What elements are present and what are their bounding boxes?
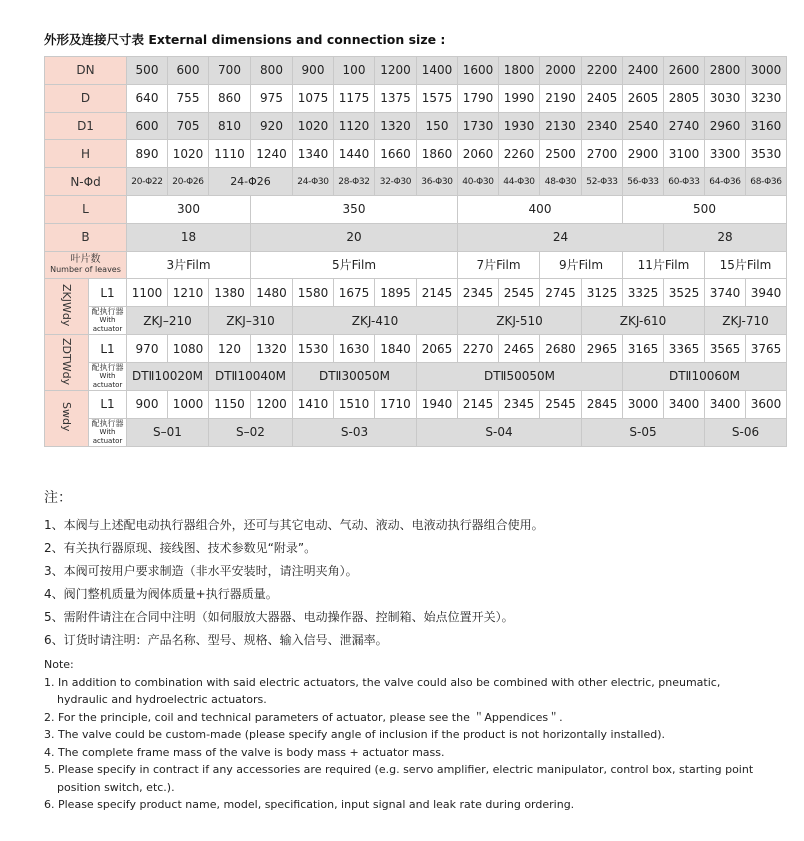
row-label: B — [45, 223, 127, 251]
row-d1 — [45, 112, 787, 140]
table-cell: 600 — [127, 112, 168, 140]
notes-cn-heading: 注： — [44, 490, 72, 506]
table-cell: 1000 — [168, 390, 209, 418]
table-cell: 3530 — [746, 140, 787, 168]
table-cell: 1480 — [251, 279, 293, 307]
note-cn-line: 5、需附件请注在合同中注明（如伺服放大器器、电动操作器、控制箱、始点位置开关）。 — [44, 610, 514, 624]
row-zdt-actuator — [45, 362, 787, 390]
page-title: 外形及连接尺寸表 External dimensions and connection size : — [44, 32, 446, 47]
table-cell: 1600 — [458, 57, 499, 85]
table-cell: 1175 — [334, 84, 375, 112]
table-cell: 2400 — [623, 57, 664, 85]
table-cell: 3400 — [664, 390, 705, 418]
table-cell: ZKJ-510 — [458, 307, 582, 335]
table-cell: 24-Φ26 — [209, 168, 293, 196]
table-cell: 1075 — [293, 84, 334, 112]
table-cell: 44-Φ30 — [499, 168, 540, 196]
table-cell: 1930 — [499, 112, 540, 140]
table-cell: 24-Φ30 — [293, 168, 334, 196]
table-cell: DTⅡ10020M — [127, 362, 209, 390]
table-cell: DTⅡ10060M — [623, 362, 787, 390]
row-b — [45, 223, 787, 251]
group-label-zdtwdy: ZDTWdy — [45, 335, 89, 391]
table-cell: 3125 — [582, 279, 623, 307]
table-cell: 1240 — [251, 140, 293, 168]
table-cell: S-05 — [582, 418, 705, 446]
note-en-line: 4. The complete frame mass of the valve is body mass + actuator mass. — [44, 745, 445, 759]
table-cell: 2340 — [582, 112, 623, 140]
row-leaves — [45, 251, 787, 279]
table-cell: 36-Φ30 — [417, 168, 458, 196]
table-cell: 2740 — [664, 112, 705, 140]
row-label: L1 — [89, 390, 127, 418]
table-cell: 1200 — [375, 57, 417, 85]
table-cell: 2965 — [582, 335, 623, 363]
table-cell: 1080 — [168, 335, 209, 363]
table-cell: 755 — [168, 84, 209, 112]
table-cell: 2845 — [582, 390, 623, 418]
table-cell: 1840 — [375, 335, 417, 363]
table-cell: ZKJ–310 — [209, 307, 293, 335]
table-cell: 2605 — [623, 84, 664, 112]
actuator-label: 配执行器 With actuator — [89, 362, 127, 390]
table-cell: 2130 — [540, 112, 582, 140]
table-cell: 3片Film — [127, 251, 251, 279]
table-cell: 3165 — [623, 335, 664, 363]
table-cell: S–02 — [209, 418, 293, 446]
table-cell: 20 — [251, 223, 458, 251]
table-cell: 3300 — [705, 140, 746, 168]
table-cell: 3600 — [746, 390, 787, 418]
table-cell: 900 — [293, 57, 334, 85]
row-label: D — [45, 84, 127, 112]
row-label: H — [45, 140, 127, 168]
table-cell: ZKJ-410 — [293, 307, 458, 335]
row-zkj-actuator — [45, 307, 787, 335]
notes-english — [44, 656, 764, 814]
table-cell: 2145 — [458, 390, 499, 418]
table-cell: 500 — [127, 57, 168, 85]
table-cell: 3160 — [746, 112, 787, 140]
table-cell: S-06 — [705, 418, 787, 446]
table-cell: 68-Φ36 — [746, 168, 787, 196]
row-zdt-l1 — [45, 335, 787, 363]
table-cell: 300 — [127, 195, 251, 223]
actuator-label: 配执行器 With actuator — [89, 418, 127, 446]
table-cell: 3000 — [623, 390, 664, 418]
row-label: DN — [45, 57, 127, 85]
table-cell: 1790 — [458, 84, 499, 112]
table-cell: 1990 — [499, 84, 540, 112]
table-cell: 1440 — [334, 140, 375, 168]
table-cell: 1340 — [293, 140, 334, 168]
note-en-line: 2. For the principle, coil and technical parameters of actuator, please see the ＂Appendices＂. — [44, 710, 563, 724]
table-cell: 60-Φ33 — [664, 168, 705, 196]
table-cell: 1800 — [499, 57, 540, 85]
dimensions-table — [44, 56, 787, 447]
table-cell: ZKJ-710 — [705, 307, 787, 335]
table-cell: 1895 — [375, 279, 417, 307]
table-cell: 600 — [168, 57, 209, 85]
group-label-zkjwdy: ZKJWdy — [45, 279, 89, 335]
table-cell: S-04 — [417, 418, 582, 446]
row-s-l1 — [45, 390, 787, 418]
table-cell: 150 — [417, 112, 458, 140]
table-cell: 2545 — [540, 390, 582, 418]
note-cn-line: 6、订货时请注明：产品名称、型号、规格、输入信号、泄漏率。 — [44, 633, 388, 647]
table-cell: DTⅡ30050M — [293, 362, 417, 390]
table-cell: 810 — [209, 112, 251, 140]
table-cell: 40-Φ30 — [458, 168, 499, 196]
table-cell: 2060 — [458, 140, 499, 168]
note-en-line: 5. Please specify in contract if any accessories are required (e.g. servo amplifier, electric manipulator, control box, starting point position switch, etc.). — [44, 763, 754, 794]
table-cell: 3565 — [705, 335, 746, 363]
table-cell: 1120 — [334, 112, 375, 140]
table-cell: 860 — [209, 84, 251, 112]
table-cell: 640 — [127, 84, 168, 112]
note-cn-line: 4、阀门整机质量为阀体质量+执行器质量。 — [44, 587, 278, 601]
table-cell: 975 — [251, 84, 293, 112]
table-cell: 3325 — [623, 279, 664, 307]
table-cell: 2600 — [664, 57, 705, 85]
table-cell: 15片Film — [705, 251, 787, 279]
table-cell: 2900 — [623, 140, 664, 168]
table-cell: 1575 — [417, 84, 458, 112]
table-cell: 1410 — [293, 390, 334, 418]
table-cell: ZKJ-610 — [582, 307, 705, 335]
table-cell: 3940 — [746, 279, 787, 307]
row-zkj-l1 — [45, 279, 787, 307]
table-cell: 5片Film — [251, 251, 458, 279]
table-cell: S–01 — [127, 418, 209, 446]
row-dn — [45, 57, 787, 85]
table-cell: 2260 — [499, 140, 540, 168]
row-label: D1 — [45, 112, 127, 140]
table-cell: 18 — [127, 223, 251, 251]
table-cell: 20-Φ22 — [127, 168, 168, 196]
group-label-swdy: Swdy — [45, 390, 89, 446]
table-cell: 400 — [458, 195, 623, 223]
table-cell: 970 — [127, 335, 168, 363]
table-cell: 1940 — [417, 390, 458, 418]
table-cell: 11片Film — [623, 251, 705, 279]
table-cell: 1400 — [417, 57, 458, 85]
table-cell: 100 — [334, 57, 375, 85]
row-label: L — [45, 195, 127, 223]
table-cell: 2805 — [664, 84, 705, 112]
table-cell: 3525 — [664, 279, 705, 307]
table-cell: 2745 — [540, 279, 582, 307]
table-cell: 2680 — [540, 335, 582, 363]
table-cell: 3740 — [705, 279, 746, 307]
row-label: L1 — [89, 279, 127, 307]
row-d — [45, 84, 787, 112]
row-label: L1 — [89, 335, 127, 363]
table-cell: 2200 — [582, 57, 623, 85]
table-cell: 1200 — [251, 390, 293, 418]
table-cell: 920 — [251, 112, 293, 140]
row-n-d — [45, 168, 787, 196]
table-cell: 2190 — [540, 84, 582, 112]
table-cell: 1100 — [127, 279, 168, 307]
table-cell: 1630 — [334, 335, 375, 363]
table-cell: 2465 — [499, 335, 540, 363]
table-cell: 1380 — [209, 279, 251, 307]
table-cell: 3365 — [664, 335, 705, 363]
table-cell: 1110 — [209, 140, 251, 168]
table-cell: 20-Φ26 — [168, 168, 209, 196]
table-cell: 1320 — [251, 335, 293, 363]
table-cell: 2800 — [705, 57, 746, 85]
table-cell: 28 — [664, 223, 787, 251]
table-cell: 3230 — [746, 84, 787, 112]
table-cell: 350 — [251, 195, 458, 223]
table-cell: 500 — [623, 195, 787, 223]
table-cell: 1580 — [293, 279, 334, 307]
table-cell: S-03 — [293, 418, 417, 446]
table-cell: 2065 — [417, 335, 458, 363]
table-cell: 3100 — [664, 140, 705, 168]
table-cell: 1320 — [375, 112, 417, 140]
row-s-actuator — [45, 418, 787, 446]
note-cn-line: 1、本阀与上述配电动执行器组合外，还可与其它电动、气动、液动、电液动执行器组合使用。 — [44, 518, 544, 532]
table-cell: 32-Φ30 — [375, 168, 417, 196]
row-l — [45, 195, 787, 223]
table-cell: 2700 — [582, 140, 623, 168]
table-cell: 56-Φ33 — [623, 168, 664, 196]
table-cell: ZKJ–210 — [127, 307, 209, 335]
actuator-label: 配执行器 With actuator — [89, 307, 127, 335]
table-cell: 1020 — [168, 140, 209, 168]
table-cell: 28-Φ32 — [334, 168, 375, 196]
table-cell: 890 — [127, 140, 168, 168]
table-cell: 2145 — [417, 279, 458, 307]
note-en-line: 3. The valve could be custom-made (please specify angle of inclusion if the product is not horizontally installed). — [44, 728, 666, 741]
table-cell: 2000 — [540, 57, 582, 85]
table-cell: 1020 — [293, 112, 334, 140]
table-cell: 2345 — [499, 390, 540, 418]
table-cell: 7片Film — [458, 251, 540, 279]
table-cell: 120 — [209, 335, 251, 363]
table-cell: 1730 — [458, 112, 499, 140]
table-cell: 2960 — [705, 112, 746, 140]
leaves-label-en: Number of leaves — [50, 264, 121, 274]
note-en-line: 1. In addition to combination with said electric actuators, the valve could also be combined with other electric, pneumatic, hydraulic and hydroelectric actuators. — [44, 675, 721, 706]
table-cell: 2540 — [623, 112, 664, 140]
table-cell: 1860 — [417, 140, 458, 168]
table-cell: 705 — [168, 112, 209, 140]
table-cell: 3030 — [705, 84, 746, 112]
note-en-line: 6. Please specify product name, model, specification, input signal and leak rate during ordering. — [44, 798, 575, 811]
table-cell: 1675 — [334, 279, 375, 307]
table-cell: 3765 — [746, 335, 787, 363]
leaves-label-cn: 叶片数 — [70, 253, 101, 265]
table-cell: 1510 — [334, 390, 375, 418]
table-cell: 2270 — [458, 335, 499, 363]
table-cell: 3400 — [705, 390, 746, 418]
table-cell: 3000 — [746, 57, 787, 85]
table-cell: 800 — [251, 57, 293, 85]
table-cell: 1660 — [375, 140, 417, 168]
table-cell: 1150 — [209, 390, 251, 418]
note-cn-line: 3、本阀可按用户要求制造（非水平安装时，请注明夹角）。 — [44, 564, 358, 578]
row-h — [45, 140, 787, 168]
table-cell: 2345 — [458, 279, 499, 307]
table-cell: DTⅡ50050M — [417, 362, 623, 390]
table-cell: 2500 — [540, 140, 582, 168]
table-cell: 1530 — [293, 335, 334, 363]
table-cell: 1375 — [375, 84, 417, 112]
table-cell: 2405 — [582, 84, 623, 112]
row-label: N-Φd — [45, 168, 127, 196]
table-cell: 9片Film — [540, 251, 623, 279]
table-cell: 64-Φ36 — [705, 168, 746, 196]
table-cell: 1710 — [375, 390, 417, 418]
notes-en-heading: Note: — [44, 658, 74, 671]
table-cell: 2545 — [499, 279, 540, 307]
table-cell: DTⅡ10040M — [209, 362, 293, 390]
table-cell: 48-Φ30 — [540, 168, 582, 196]
table-cell: 700 — [209, 57, 251, 85]
notes-chinese — [44, 487, 544, 652]
note-cn-line: 2、有关执行器原现、接线图、技术参数见“附录”。 — [44, 541, 317, 555]
table-cell: 1210 — [168, 279, 209, 307]
table-cell: 24 — [458, 223, 664, 251]
table-cell: 52-Φ33 — [582, 168, 623, 196]
table-cell: 900 — [127, 390, 168, 418]
row-label — [45, 251, 127, 279]
